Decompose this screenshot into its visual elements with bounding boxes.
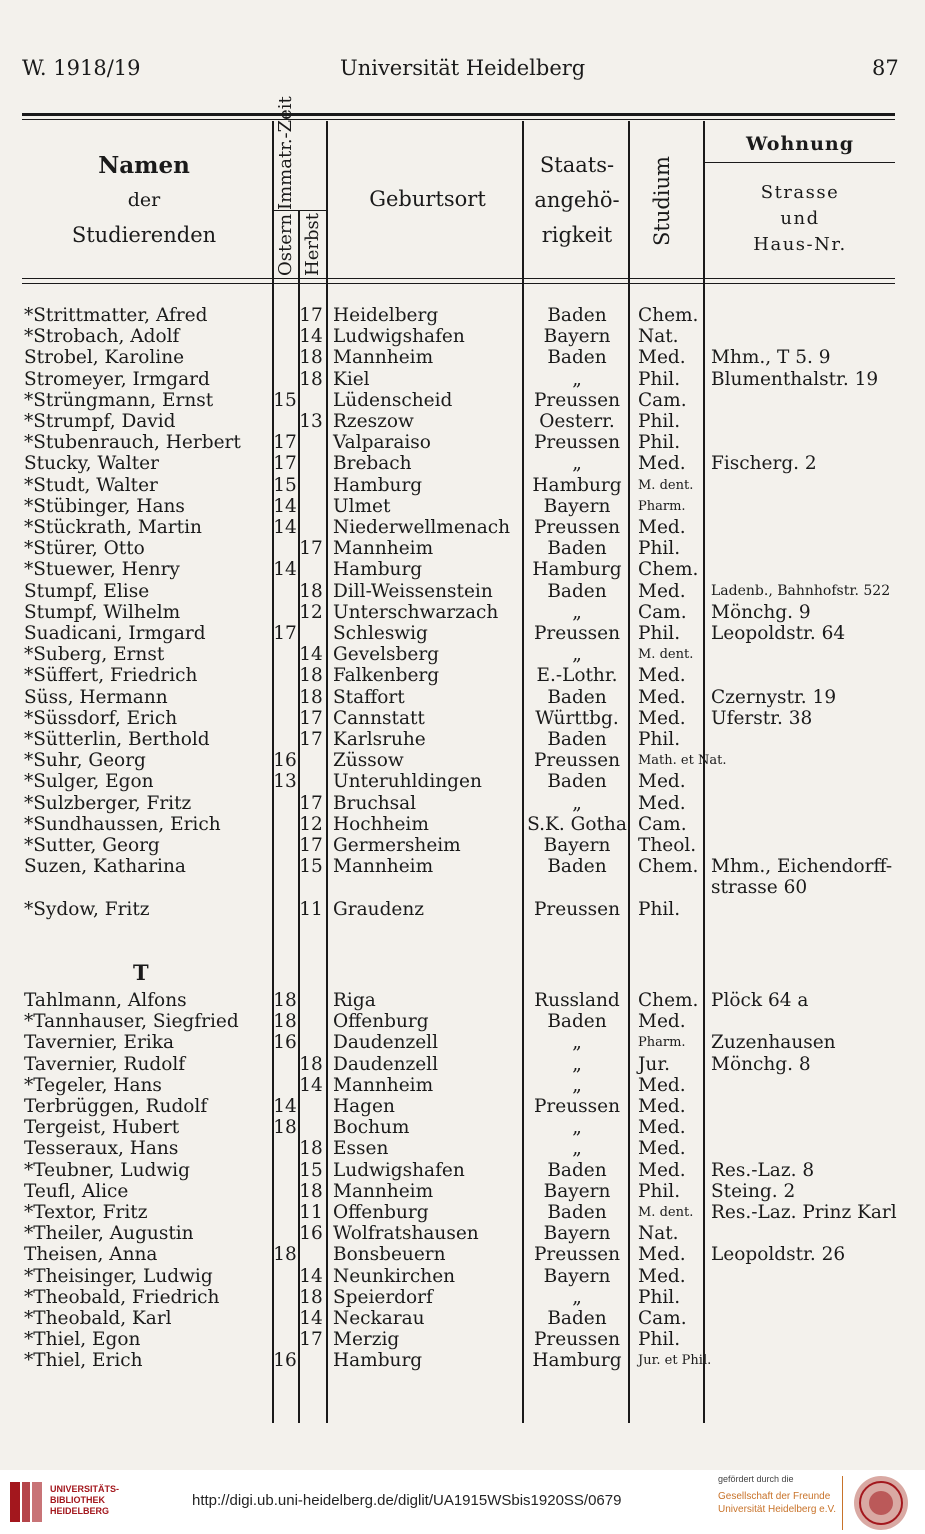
- nationality: Hamburg: [532, 474, 622, 496]
- student-name: *Thiel, Egon: [24, 1329, 141, 1351]
- sponsor-intro: gefördert durch die: [718, 1474, 794, 1484]
- header-herbst: Herbst: [302, 213, 323, 276]
- herbst-year: 16: [299, 1223, 323, 1245]
- student-name: *Süssdorf, Erich: [24, 707, 178, 729]
- header-staats: [525, 148, 629, 253]
- herbst-year: 18: [299, 686, 323, 708]
- field-of-study: M. dent.: [638, 647, 694, 663]
- student-name: Tesseraux, Hans: [24, 1138, 179, 1160]
- student-name: Süss, Hermann: [24, 686, 168, 708]
- birthplace: Hamburg: [333, 474, 423, 496]
- herbst-year: 18: [299, 347, 323, 369]
- header-ostern: Ostern: [275, 213, 296, 276]
- birthplace: Unterschwarzach: [333, 601, 499, 623]
- birthplace: Mannheim: [333, 538, 434, 560]
- address: Mönchg. 8: [711, 1053, 811, 1075]
- address: Mönchg. 9: [711, 601, 811, 623]
- birthplace: Wolfratshausen: [333, 1223, 479, 1245]
- header-geburtsort: Geburtsort: [369, 187, 486, 211]
- field-of-study: Jur.: [638, 1053, 671, 1075]
- herbst-year: 18: [299, 368, 323, 390]
- header-strasse-3: Haus-Nr.: [753, 234, 847, 255]
- ostern-year: 16: [273, 1350, 297, 1372]
- address: Leopoldstr. 26: [711, 1244, 846, 1266]
- page-title: Universität Heidelberg: [340, 56, 586, 80]
- birthplace: Speierdorf: [333, 1286, 433, 1308]
- student-name: *Sutter, Georg: [24, 835, 160, 856]
- nationality: Baden: [547, 305, 607, 326]
- birthplace: Ulmet: [333, 495, 391, 517]
- header-namen-3: Studierenden: [71, 223, 217, 247]
- birthplace: Lüdenscheid: [333, 389, 453, 411]
- nationality: Preussen: [533, 623, 620, 644]
- nationality: E.-Lothr.: [536, 665, 618, 687]
- student-name: *Studt, Walter: [24, 474, 158, 496]
- birthplace: Cannstatt: [333, 707, 425, 729]
- student-name: *Sundhaussen, Erich: [24, 813, 221, 835]
- top-rule-thin: [22, 119, 895, 120]
- student-name: Stromeyer, Irmgard: [24, 368, 210, 390]
- student-name: Tahlmann, Alfons: [24, 990, 187, 1011]
- address: Czernystr. 19: [711, 686, 837, 708]
- student-name: Stucky, Walter: [24, 453, 159, 475]
- address: Fischerg. 2: [711, 453, 817, 475]
- student-name: *Stückrath, Martin: [24, 517, 202, 538]
- nationality: „: [572, 792, 582, 814]
- field-of-study: Theol.: [638, 835, 697, 856]
- ostern-year: 17: [273, 453, 297, 475]
- student-name: *Teubner, Ludwig: [24, 1159, 190, 1181]
- student-name: *Süffert, Friedrich: [24, 665, 198, 687]
- field-of-study: Med.: [638, 1011, 686, 1033]
- herbst-year: 14: [299, 326, 323, 348]
- field-of-study: Med.: [638, 453, 686, 475]
- field-of-study: Phil.: [638, 1329, 681, 1351]
- sponsor-name-2: Universität Heidelberg e.V.: [718, 1504, 837, 1515]
- nationality: „: [572, 1053, 582, 1075]
- ostern-year: 14: [273, 1096, 297, 1117]
- field-of-study: Phil.: [638, 368, 681, 390]
- nationality: Preussen: [533, 898, 620, 920]
- student-name: *Thiel, Erich: [24, 1350, 143, 1372]
- student-name: Stumpf, Elise: [24, 580, 150, 602]
- field-of-study: Phil.: [638, 1180, 681, 1202]
- ostern-year: 18: [273, 990, 297, 1011]
- nationality: Hamburg: [532, 1350, 622, 1372]
- header-immatr: Immatr.-Zeit: [275, 96, 296, 210]
- herbst-year: 18: [299, 580, 323, 602]
- herbst-year: 11: [299, 1202, 323, 1223]
- ostern-year: 13: [273, 771, 297, 793]
- herbst-year: 17: [299, 707, 323, 729]
- nationality: Baden: [547, 580, 607, 602]
- herbst-year: 18: [299, 1138, 323, 1160]
- birthplace: Züssow: [333, 750, 404, 772]
- nationality: Bayern: [543, 1180, 611, 1202]
- nationality: Bayern: [543, 835, 611, 856]
- student-name: Stumpf, Wilhelm: [24, 601, 181, 623]
- header-namen-2: der: [127, 189, 161, 211]
- field-of-study: Phil.: [638, 1286, 681, 1308]
- nationality: Oesterr.: [539, 411, 615, 432]
- birthplace: Kiel: [333, 368, 370, 390]
- field-of-study: Med.: [638, 580, 686, 602]
- herbst-year: 18: [299, 1286, 323, 1308]
- address: Leopoldstr. 64: [711, 623, 846, 644]
- birthplace: Bonsbeuern: [333, 1244, 446, 1266]
- herbst-year: 12: [299, 601, 323, 623]
- birthplace: Gevelsberg: [333, 644, 440, 666]
- student-name: *Stürer, Otto: [24, 538, 145, 560]
- birthplace: Dill-Weissenstein: [333, 580, 493, 602]
- ostern-year: 14: [273, 495, 297, 517]
- nationality: „: [572, 368, 582, 390]
- field-of-study: Chem.: [638, 559, 699, 581]
- student-name: *Suhr, Georg: [24, 750, 146, 772]
- birthplace: Mannheim: [333, 347, 434, 369]
- student-name: *Sütterlin, Berthold: [24, 729, 210, 750]
- nationality: Baden: [547, 1011, 607, 1033]
- birthplace: Bruchsal: [333, 792, 417, 814]
- address: Plöck 64 a: [711, 990, 809, 1011]
- ostern-year: 16: [273, 750, 297, 772]
- semester-label: W. 1918/19: [22, 56, 141, 80]
- nationality: Baden: [547, 856, 607, 878]
- field-of-study: Med.: [638, 792, 686, 814]
- field-of-study: Med.: [638, 517, 686, 538]
- field-of-study: Med.: [638, 1138, 686, 1160]
- birthplace: Karlsruhe: [333, 729, 426, 750]
- address: Zuzenhausen: [711, 1032, 836, 1054]
- student-name: *Tannhauser, Siegfried: [24, 1011, 239, 1033]
- herbst-year: 12: [299, 813, 323, 835]
- field-of-study: Phil.: [638, 432, 681, 454]
- nationality: Baden: [547, 1308, 607, 1329]
- nationality: Bayern: [543, 1265, 611, 1287]
- birthplace: Graudenz: [333, 898, 425, 920]
- student-name: *Theobald, Friedrich: [24, 1286, 220, 1308]
- nationality: Baden: [547, 1202, 607, 1223]
- nationality: Bayern: [543, 1223, 611, 1245]
- col-line-6: [703, 121, 705, 1423]
- nationality: „: [572, 1074, 582, 1096]
- student-name: *Stubenrauch, Herbert: [24, 432, 241, 454]
- ostern-year: 18: [273, 1117, 297, 1139]
- university-seal-icon: [852, 1474, 910, 1532]
- header-namen-1: Namen: [98, 152, 190, 179]
- nationality: Württbg.: [535, 707, 619, 729]
- herbst-year: 17: [299, 538, 323, 560]
- birthplace: Niederwellmenach: [333, 517, 511, 538]
- nationality: „: [572, 1138, 582, 1160]
- student-name: *Strumpf, David: [24, 411, 176, 432]
- field-of-study: Phil.: [638, 411, 681, 432]
- nationality: Preussen: [533, 1244, 620, 1266]
- nationality: Bayern: [543, 326, 611, 348]
- field-of-study: Nat.: [638, 1223, 679, 1245]
- nationality: „: [572, 453, 582, 475]
- nationality: Baden: [547, 686, 607, 708]
- birthplace: Valparaiso: [333, 432, 431, 454]
- herbst-year: 15: [299, 856, 323, 878]
- nationality: Preussen: [533, 750, 620, 772]
- birthplace: Staffort: [333, 686, 405, 708]
- student-name: *Strobach, Adolf: [24, 326, 180, 348]
- field-of-study: Math. et Nat.: [638, 753, 727, 769]
- immatr-rule: [273, 210, 327, 211]
- address: Steing. 2: [711, 1180, 796, 1202]
- nationality: Preussen: [533, 432, 620, 454]
- student-name: *Sulzberger, Fritz: [24, 792, 192, 814]
- field-of-study: Med.: [638, 1096, 686, 1117]
- birthplace: Germersheim: [333, 835, 461, 856]
- nationality: Preussen: [533, 389, 620, 411]
- library-name-3: HEIDELBERG: [50, 1506, 110, 1516]
- herbst-year: 17: [299, 729, 323, 750]
- student-name: *Theisinger, Ludwig: [24, 1265, 213, 1287]
- student-name: *Stuewer, Henry: [24, 559, 180, 581]
- birthplace: Neunkirchen: [333, 1265, 456, 1287]
- nationality: Preussen: [533, 517, 620, 538]
- student-name: *Theobald, Karl: [24, 1308, 172, 1329]
- page-number: 87: [872, 56, 899, 80]
- birthplace: Brebach: [333, 453, 412, 475]
- field-of-study: Chem.: [638, 305, 699, 326]
- herbst-year: 15: [299, 1159, 323, 1181]
- nationality: Baden: [547, 538, 607, 560]
- ostern-year: 18: [273, 1011, 297, 1033]
- field-of-study: Med.: [638, 1244, 686, 1266]
- herbst-year: 18: [299, 665, 323, 687]
- ostern-year: 15: [273, 389, 297, 411]
- col-line-4: [522, 121, 524, 1423]
- student-name: *Tegeler, Hans: [24, 1074, 162, 1096]
- nationality: Baden: [547, 771, 607, 793]
- field-of-study: Phil.: [638, 898, 681, 920]
- field-of-study: Jur. et Phil.: [638, 1353, 712, 1369]
- student-name: *Sydow, Fritz: [24, 898, 150, 920]
- nationality: S.K. Gotha: [527, 813, 627, 835]
- field-of-study: Phil.: [638, 538, 681, 560]
- student-name: *Textor, Fritz: [24, 1202, 148, 1223]
- header-staats-3: rigkeit: [541, 223, 613, 247]
- header-strasse: [705, 180, 895, 258]
- field-of-study: Pharm.: [638, 498, 686, 514]
- field-of-study: Phil.: [638, 623, 681, 644]
- herbst-year: 14: [299, 1074, 323, 1096]
- library-name-2: BIBLIOTHEK: [50, 1495, 105, 1505]
- field-of-study: Chem.: [638, 990, 699, 1011]
- nationality: „: [572, 1117, 582, 1139]
- birthplace: Schleswig: [333, 623, 428, 644]
- herbst-year: 17: [299, 1329, 323, 1351]
- birthplace: Heidelberg: [333, 305, 439, 326]
- address: Blumenthalstr. 19: [711, 368, 879, 390]
- nationality: Baden: [547, 347, 607, 369]
- field-of-study: Med.: [638, 347, 686, 369]
- birthplace: Rzeszow: [333, 411, 414, 432]
- top-rule: [22, 113, 895, 116]
- field-of-study: Cam.: [638, 1308, 687, 1329]
- ostern-year: 14: [273, 559, 297, 581]
- nationality: Hamburg: [532, 559, 622, 581]
- birthplace: Neckarau: [333, 1308, 425, 1329]
- field-of-study: Med.: [638, 1265, 686, 1287]
- field-of-study: M. dent.: [638, 1205, 694, 1220]
- birthplace: Daudenzell: [333, 1053, 439, 1075]
- ostern-year: 14: [273, 517, 297, 538]
- student-name: Suzen, Katharina: [24, 856, 186, 878]
- birthplace: Hagen: [333, 1096, 395, 1117]
- header-strasse-2: und: [780, 208, 820, 229]
- address: Mhm., Eichendorff-: [711, 856, 893, 878]
- header-wohnung: Wohnung: [745, 133, 854, 155]
- header-strasse-1: Strasse: [760, 182, 840, 203]
- student-name: Teufl, Alice: [24, 1180, 129, 1202]
- address: Mhm., T 5. 9: [711, 347, 831, 369]
- herbst-year: 17: [299, 835, 323, 856]
- birthplace: Offenburg: [333, 1202, 429, 1223]
- birthplace: Offenburg: [333, 1011, 429, 1033]
- field-of-study: Nat.: [638, 326, 679, 348]
- field-of-study: Med.: [638, 686, 686, 708]
- birthplace: Riga: [333, 990, 376, 1011]
- herbst-year: 17: [299, 792, 323, 814]
- student-name: Tavernier, Erika: [24, 1032, 175, 1054]
- address: Res.-Laz. Prinz Karl: [711, 1202, 897, 1223]
- nationality: „: [572, 1032, 582, 1054]
- field-of-study: Phil.: [638, 729, 681, 750]
- field-of-study: Chem.: [638, 856, 699, 878]
- header-namen: [24, 148, 264, 253]
- ostern-year: 16: [273, 1032, 297, 1054]
- birthplace: Unteruhldingen: [333, 771, 482, 793]
- student-name: Tavernier, Rudolf: [24, 1053, 186, 1075]
- field-of-study: Med.: [638, 665, 686, 687]
- student-name: Tergeist, Hubert: [24, 1117, 180, 1139]
- field-of-study: Cam.: [638, 601, 687, 623]
- birthplace: Essen: [333, 1138, 389, 1160]
- student-name: Strobel, Karoline: [24, 347, 185, 369]
- address: Res.-Laz. 8: [711, 1159, 815, 1181]
- herbst-year: 13: [299, 411, 323, 432]
- birthplace: Hochheim: [333, 813, 429, 835]
- nationality: „: [572, 601, 582, 623]
- field-of-study: Med.: [638, 771, 686, 793]
- header-studium: Studium: [650, 156, 674, 246]
- birthplace: Falkenberg: [333, 665, 440, 687]
- herbst-year: 11: [299, 898, 323, 920]
- student-name: *Stübinger, Hans: [24, 495, 185, 517]
- field-of-study: Med.: [638, 1074, 686, 1096]
- library-name-1: UNIVERSITÄTS-: [50, 1484, 120, 1494]
- birthplace: Bochum: [333, 1117, 410, 1139]
- ostern-year: 15: [273, 474, 297, 496]
- field-of-study: Med.: [638, 1117, 686, 1139]
- birthplace: Hamburg: [333, 559, 423, 581]
- birthplace: Mannheim: [333, 1074, 434, 1096]
- student-name: *Suberg, Ernst: [24, 644, 165, 666]
- header-staats-2: angehö-: [534, 188, 620, 212]
- address: strasse 60: [711, 877, 808, 899]
- field-of-study: M. dent.: [638, 477, 694, 493]
- student-name: *Strüngmann, Ernst: [24, 389, 214, 411]
- herbst-year: 18: [299, 1053, 323, 1075]
- nationality: Baden: [547, 1159, 607, 1181]
- source-url-link[interactable]: http://digi.ub.uni-heidelberg.de/diglit/UA1915WSbis1920SS/0679: [192, 1492, 622, 1509]
- ostern-year: 17: [273, 623, 297, 644]
- herbst-year: 14: [299, 644, 323, 666]
- library-logo-icon: [8, 1480, 44, 1524]
- nationality: „: [572, 644, 582, 666]
- herbst-year: 17: [299, 305, 323, 326]
- student-name: *Sulger, Egon: [24, 771, 154, 793]
- wohnung-rule: [705, 162, 895, 163]
- field-of-study: Pharm.: [638, 1035, 686, 1051]
- address: Uferstr. 38: [711, 707, 813, 729]
- birthplace: Daudenzell: [333, 1032, 439, 1054]
- ostern-year: 18: [273, 1244, 297, 1266]
- nationality: Baden: [547, 729, 607, 750]
- ostern-year: 17: [273, 432, 297, 454]
- field-of-study: Cam.: [638, 389, 687, 411]
- nationality: Bayern: [543, 495, 611, 517]
- student-name: Suadicani, Irmgard: [24, 623, 206, 644]
- herbst-year: 18: [299, 1180, 323, 1202]
- birthplace: Ludwigshafen: [333, 326, 465, 348]
- field-of-study: Cam.: [638, 813, 687, 835]
- header-bottom-rule-thin: [22, 283, 895, 284]
- sponsor-name: [718, 1490, 836, 1516]
- nationality: „: [572, 1286, 582, 1308]
- section-letter: T: [133, 960, 149, 985]
- student-name: Theisen, Anna: [24, 1244, 158, 1266]
- birthplace: Mannheim: [333, 856, 434, 878]
- nationality: Preussen: [533, 1329, 620, 1351]
- col-line-3: [326, 121, 328, 1423]
- nationality: Preussen: [533, 1096, 620, 1117]
- library-name: [50, 1484, 119, 1517]
- field-of-study: Med.: [638, 1159, 686, 1181]
- herbst-year: 14: [299, 1265, 323, 1287]
- student-name: *Strittmatter, Afred: [24, 305, 208, 326]
- birthplace: Hamburg: [333, 1350, 423, 1372]
- header-bottom-rule: [22, 278, 895, 279]
- header-staats-1: Staats-: [539, 153, 615, 177]
- birthplace: Merzig: [333, 1329, 400, 1351]
- field-of-study: Med.: [638, 707, 686, 729]
- birthplace: Ludwigshafen: [333, 1159, 465, 1181]
- nationality: Russland: [534, 990, 620, 1011]
- student-name: Terbrüggen, Rudolf: [24, 1096, 208, 1117]
- student-name: *Theiler, Augustin: [24, 1223, 194, 1245]
- footer-bar: [0, 1470, 925, 1534]
- herbst-year: 14: [299, 1308, 323, 1329]
- birthplace: Mannheim: [333, 1180, 434, 1202]
- sponsor-divider: [842, 1476, 843, 1530]
- sponsor-name-1: Gesellschaft der Freunde: [718, 1491, 831, 1502]
- address: Ladenb., Bahnhofstr. 522: [711, 582, 891, 599]
